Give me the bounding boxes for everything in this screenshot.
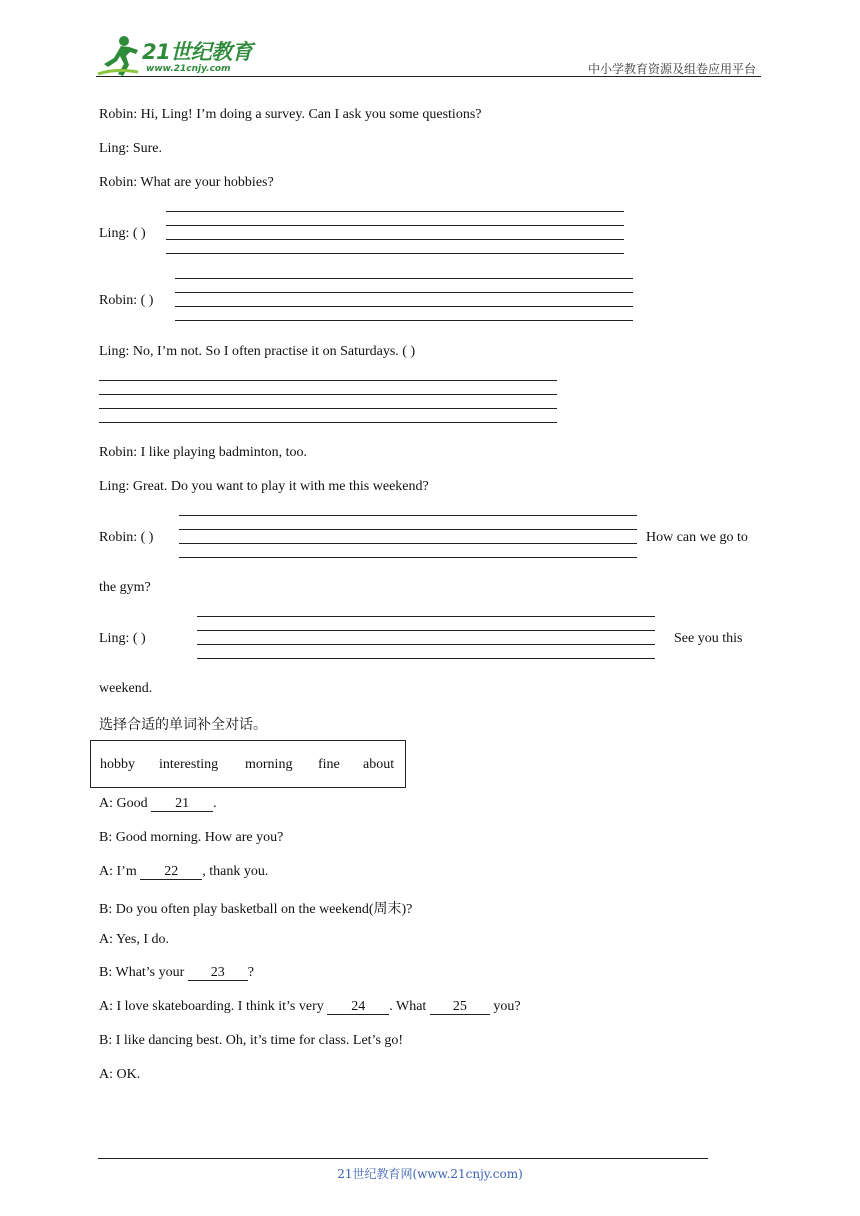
answer-line	[175, 320, 633, 321]
answer-line	[99, 422, 557, 423]
answer-line	[175, 278, 633, 279]
answer-line	[99, 380, 557, 381]
dialogue-line: A: Yes, I do.	[99, 932, 170, 947]
answer-line	[175, 292, 633, 293]
dialogue-line: Ling: No, I’m not. So I often practise it on Saturdays. ( )	[99, 344, 416, 359]
blank-22: 22	[140, 864, 202, 880]
dialogue-line: See you this	[674, 631, 743, 646]
answer-line	[197, 630, 655, 631]
answer-line	[175, 306, 633, 307]
logo-url: www.21cnjy.com	[146, 64, 231, 74]
blank-21: 21	[151, 796, 213, 812]
word-bank-item: about	[363, 757, 395, 772]
header-rule	[96, 76, 761, 77]
dialogue-line: A: OK.	[99, 1067, 141, 1082]
dialogue-line: B: I like dancing best. Oh, it’s time for class. Let’s go!	[99, 1033, 404, 1048]
dialogue-line: Robin: I like playing badminton, too.	[99, 445, 308, 460]
word-bank-item: fine	[318, 757, 340, 772]
blank-25: 25	[430, 999, 490, 1015]
answer-line	[197, 644, 655, 645]
site-logo	[94, 34, 264, 80]
answer-line	[179, 557, 637, 558]
answer-line	[179, 515, 637, 516]
logo-title: 21世纪教育	[142, 40, 253, 64]
dialogue-line: Ling: ( )	[99, 631, 146, 646]
dialogue-line: Robin: What are your hobbies?	[99, 175, 274, 190]
word-bank-item: morning	[245, 757, 293, 772]
dialogue-line: Ling: ( )	[99, 226, 146, 241]
runner-logo-icon	[94, 34, 142, 78]
blank-23: 23	[188, 965, 248, 981]
word-bank-item: hobby	[100, 757, 135, 772]
dialogue-line: B: Do you often play basketball on the weekend(周末)?	[99, 902, 413, 917]
answer-line	[197, 616, 655, 617]
dialogue-line: weekend.	[99, 681, 153, 696]
dialogue-line: Ling: Great. Do you want to play it with me this weekend?	[99, 479, 429, 494]
answer-line	[166, 253, 624, 254]
header-platform-text: 中小学教育资源及组卷应用平台	[587, 62, 756, 76]
dialogue-line: A: I’m 22 , thank you.	[99, 864, 269, 879]
dialogue-line: How can we go to	[646, 530, 748, 545]
dialogue-line: Ling: Sure.	[99, 141, 162, 156]
answer-line	[179, 543, 637, 544]
answer-line	[166, 239, 624, 240]
answer-line	[197, 658, 655, 659]
dialogue-line: B: Good morning. How are you?	[99, 830, 284, 845]
dialogue-line: Robin: ( )	[99, 530, 154, 545]
blank-24: 24	[327, 999, 389, 1015]
footer-rule	[98, 1158, 708, 1159]
section-instruction: 选择合适的单词补全对话。	[99, 717, 267, 733]
answer-line	[166, 211, 624, 212]
dialogue-line: the gym?	[99, 580, 151, 595]
answer-line	[179, 529, 637, 530]
answer-line	[166, 225, 624, 226]
dialogue-line: B: What’s your 23 ?	[99, 965, 255, 980]
dialogue-line: A: Good 21 .	[99, 796, 217, 811]
dialogue-line: A: I love skateboarding. I think it’s very 24 . What 25 you?	[99, 999, 521, 1014]
dialogue-line: Robin: ( )	[99, 293, 154, 308]
dialogue-line: Robin: Hi, Ling! I’m doing a survey. Can I ask you some questions?	[99, 107, 482, 122]
answer-line	[99, 394, 557, 395]
answer-line	[99, 408, 557, 409]
word-bank-item: interesting	[159, 757, 219, 772]
footer-link[interactable]: 21世纪教育网(www.21cnjy.com)	[337, 1167, 523, 1181]
word-bank	[90, 740, 406, 788]
